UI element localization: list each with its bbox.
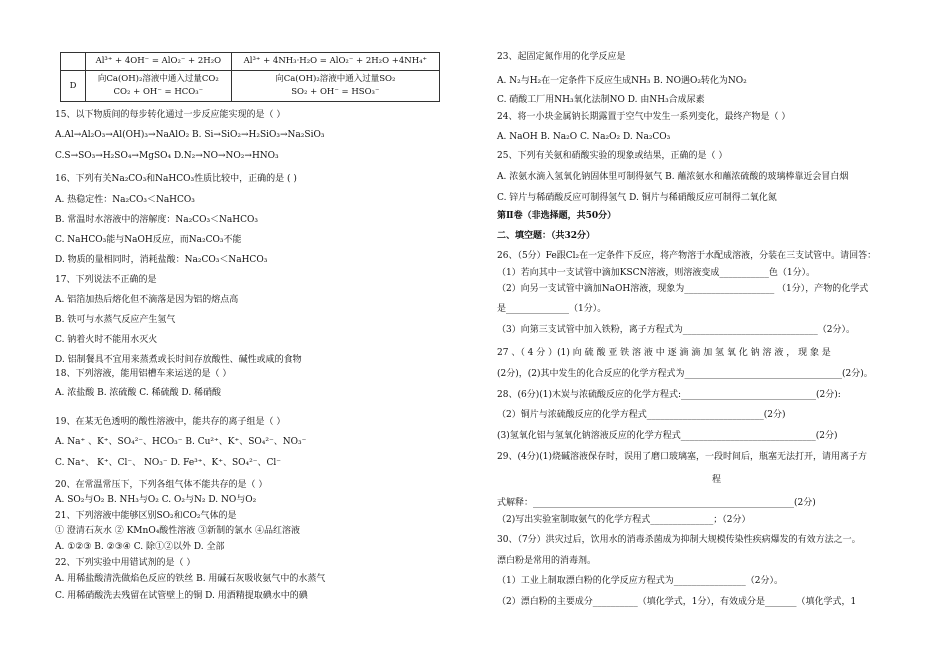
- question-line: A. SO₂与O₂ B. NH₃与O₂ C. O₂与N₂ D. NO与O₂: [55, 495, 257, 505]
- question-line: C. Na⁺、 K⁺、Cl⁻、 NO₃⁻ D. Fe³⁺、K⁺、SO₄²⁻、Cl⁻: [55, 458, 282, 468]
- question-line: C.S→SO₃→H₂SO₄→MgSO₄ D.N₂→NO→NO₂→HNO₃: [55, 151, 279, 161]
- question-line: A. 用稀盐酸清洗做焰色反应的铁丝 B. 用碱石灰吸收氨气中的水蒸气: [55, 574, 326, 584]
- table-cell: Al³⁺ + 4NH₃·H₂O = AlO₂⁻ + 2H₂O +4NH₄⁺: [231, 53, 439, 71]
- question-line: 27 、（ 4 分 ）(1) 向 硫 酸 亚 铁 溶 液 中 逐 滴 滴 加 氢 氧 化 钠 溶 液 ， 现 象 是: [497, 348, 831, 358]
- table-cell: Al³⁺ + 4OH⁻ = AlO₂⁻ + 2H₂O: [86, 53, 232, 71]
- question-line: A. NaOH B. Na₂O C. Na₂O₂ D. Na₂CO₃: [497, 132, 671, 142]
- question-line: B. 铁可与水蒸气反应产生氢气: [55, 315, 176, 325]
- table-cell: 向Ca(OH)₂溶液中通入过量CO₂ CO₂ + OH⁻ = HCO₃⁻: [86, 71, 232, 102]
- question-line: 30、（7分）洪灾过后，饮用水的消毒杀菌成为抑制大规模传染性疾病爆发的有效方法之一。: [497, 535, 861, 545]
- question-line: 16、下列有关Na₂CO₃和NaHCO₃性质比较中，正确的是 ( ): [55, 174, 297, 184]
- question-line: C. NaHCO₃能与NaOH反应，而Na₂CO₃不能: [55, 235, 242, 245]
- question-line: 二、填空题：（共32分）: [497, 231, 596, 241]
- question-line: A.Al→Al₂O₃→Al(OH)₃→NaAlO₂ B. Si→SiO₂→H₂SiO₃→Na₂SiO₃: [55, 130, 325, 140]
- question-line: A. 浓氨水滴入氢氧化钠固体里可制得氨气 B. 蘸浓氨水和蘸浓硫酸的玻璃棒靠近会冒白烟: [497, 172, 849, 182]
- question-line: B. 常温时水溶液中的溶解度：Na₂CO₃＜NaHCO₃: [55, 215, 259, 225]
- question-line: （2）漂白粉的主要成分__________（填化学式，1分），有效成分是_______（填化学式，1: [497, 597, 857, 607]
- question-line: C. 用稀硝酸洗去残留在试管壁上的铜 D. 用酒精提取碘水中的碘: [55, 591, 308, 601]
- question-line: （1）工业上制取漂白粉的化学反应方程式为________________（2分）。: [497, 576, 783, 586]
- question-line: 22、下列实验中用错试剂的是（ ）: [55, 558, 196, 568]
- question-line: ① 澄清石灰水 ② KMnO₄酸性溶液 ③新制的氯水 ④品红溶液: [55, 526, 301, 536]
- question-line: 23、起固定氮作用的化学反应是: [497, 52, 626, 62]
- question-line: 26、（5分）Fe跟Cl₂在一定条件下反应，将产物溶于水配成溶液，分装在三支试管中。请回答：: [497, 251, 877, 261]
- table-cell-letter: D: [61, 71, 86, 102]
- question-line: (3)氢氧化铝与氢氧化钠溶液反应的化学方程式______________________________(2分): [497, 431, 838, 441]
- question-line: （2)写出实验室制取氨气的化学方程式______________；（2分）: [497, 515, 751, 525]
- question-line: A. 热稳定性：Na₂CO₃＜NaHCO₃: [55, 195, 195, 205]
- question-line: A. N₂与H₂在一定条件下反应生成NH₃ B. NO遇O₂转化为NO₂: [497, 76, 747, 86]
- table-cell-letter: [61, 53, 86, 71]
- question-line: 漂白粉是常用的消毒剂。: [497, 556, 597, 566]
- question-line: (2分)，(2)其中发生的化合反应的化学方程式为___________________________________(2分)。: [497, 369, 873, 379]
- question-line: 15、以下物质间的每步转化通过一步反应能实现的是（ ）: [55, 110, 286, 120]
- question-line: 19、在某无色透明的酸性溶液中，能共存的离子组是（ ）: [55, 417, 286, 427]
- table-row: [61, 71, 440, 102]
- question-line: C. 锌片与稀硝酸反应可制得氢气 D. 铜片与稀硝酸反应可制得二氧化氮: [497, 193, 777, 203]
- question-line: 18、下列溶液，能用铝槽车来运送的是（ ）: [55, 369, 232, 379]
- question-line: 25、下列有关氨和硝酸实验的现象或结果，正确的是（ ）: [497, 151, 728, 161]
- question-line: （1）若向其中一支试管中滴加KSCN溶液，则溶液变成___________色（1分）。: [497, 268, 816, 278]
- question-line: （3）向第三支试管中加入铁粉，离子方程式为______________________________（2分）。: [497, 325, 855, 335]
- question-line: D. 铝制餐具不宜用来蒸煮或长时间存放酸性、碱性或咸的食物: [55, 355, 302, 365]
- question-line: 20、在常温常压下，下列各组气体不能共存的是（ ）: [55, 480, 268, 490]
- question-line: 17、下列说法不正确的是: [55, 275, 157, 285]
- question-line: 28、(6分)(1)木炭与浓硫酸反应的化学方程式:______________________________(2分):: [497, 390, 841, 400]
- question-line: （2）向另一支试管中滴加NaOH溶液，现象为____________________ （1分），产物的化学式: [497, 284, 869, 294]
- question-line: A. Na⁺ 、K⁺、SO₄²⁻、HCO₃⁻ B. Cu²⁺、K⁺、SO₄²⁻、NO₃⁻: [55, 437, 307, 447]
- table-cell: 向Ca(OH)₂溶液中通入过量SO₂ SO₂ + OH⁻ = HSO₃⁻: [231, 71, 439, 102]
- question-line: A. 浓盐酸 B. 浓硫酸 C. 稀硫酸 D. 稀硝酸: [55, 388, 222, 398]
- question-line: 第Ⅱ卷（非选择题，共50分）: [497, 211, 617, 221]
- question-line: D. 物质的量相同时，消耗盐酸：Na₂CO₃＜NaHCO₃: [55, 255, 268, 265]
- question-line: 29、(4分)(1)烧碱溶液保存时，误用了磨口玻璃塞，一段时间后，瓶塞无法打开，请用离子方: [497, 452, 867, 462]
- question-line: （2）铜片与浓硫酸反应的化学方程式__________________________(2分): [497, 410, 786, 420]
- question-line: C. 硝酸工厂用NH₃氧化法制NO D. 由NH₃合成尿素: [497, 95, 705, 105]
- question-line: 24、将一小块金属钠长期露置于空气中发生一系列变化，最终产物是（ ）: [497, 112, 791, 122]
- options-table: [60, 52, 440, 102]
- question-line: C. 钠着火时不能用水灭火: [55, 335, 158, 345]
- question-line: 是______________（1分）。: [497, 304, 607, 314]
- question-line: 式解释：__________________________________________________________(2分): [497, 498, 816, 508]
- table-row: [61, 53, 440, 71]
- question-line: 程: [712, 475, 722, 485]
- question-line: 21、下列溶液中能够区别SO₂和CO₂气体的是: [55, 511, 237, 521]
- question-line: A. ①②③ B. ②③④ C. 除①②以外 D. 全部: [55, 542, 225, 552]
- question-line: A. 铝箔加热后熔化但不滴落是因为铝的熔点高: [55, 295, 239, 305]
